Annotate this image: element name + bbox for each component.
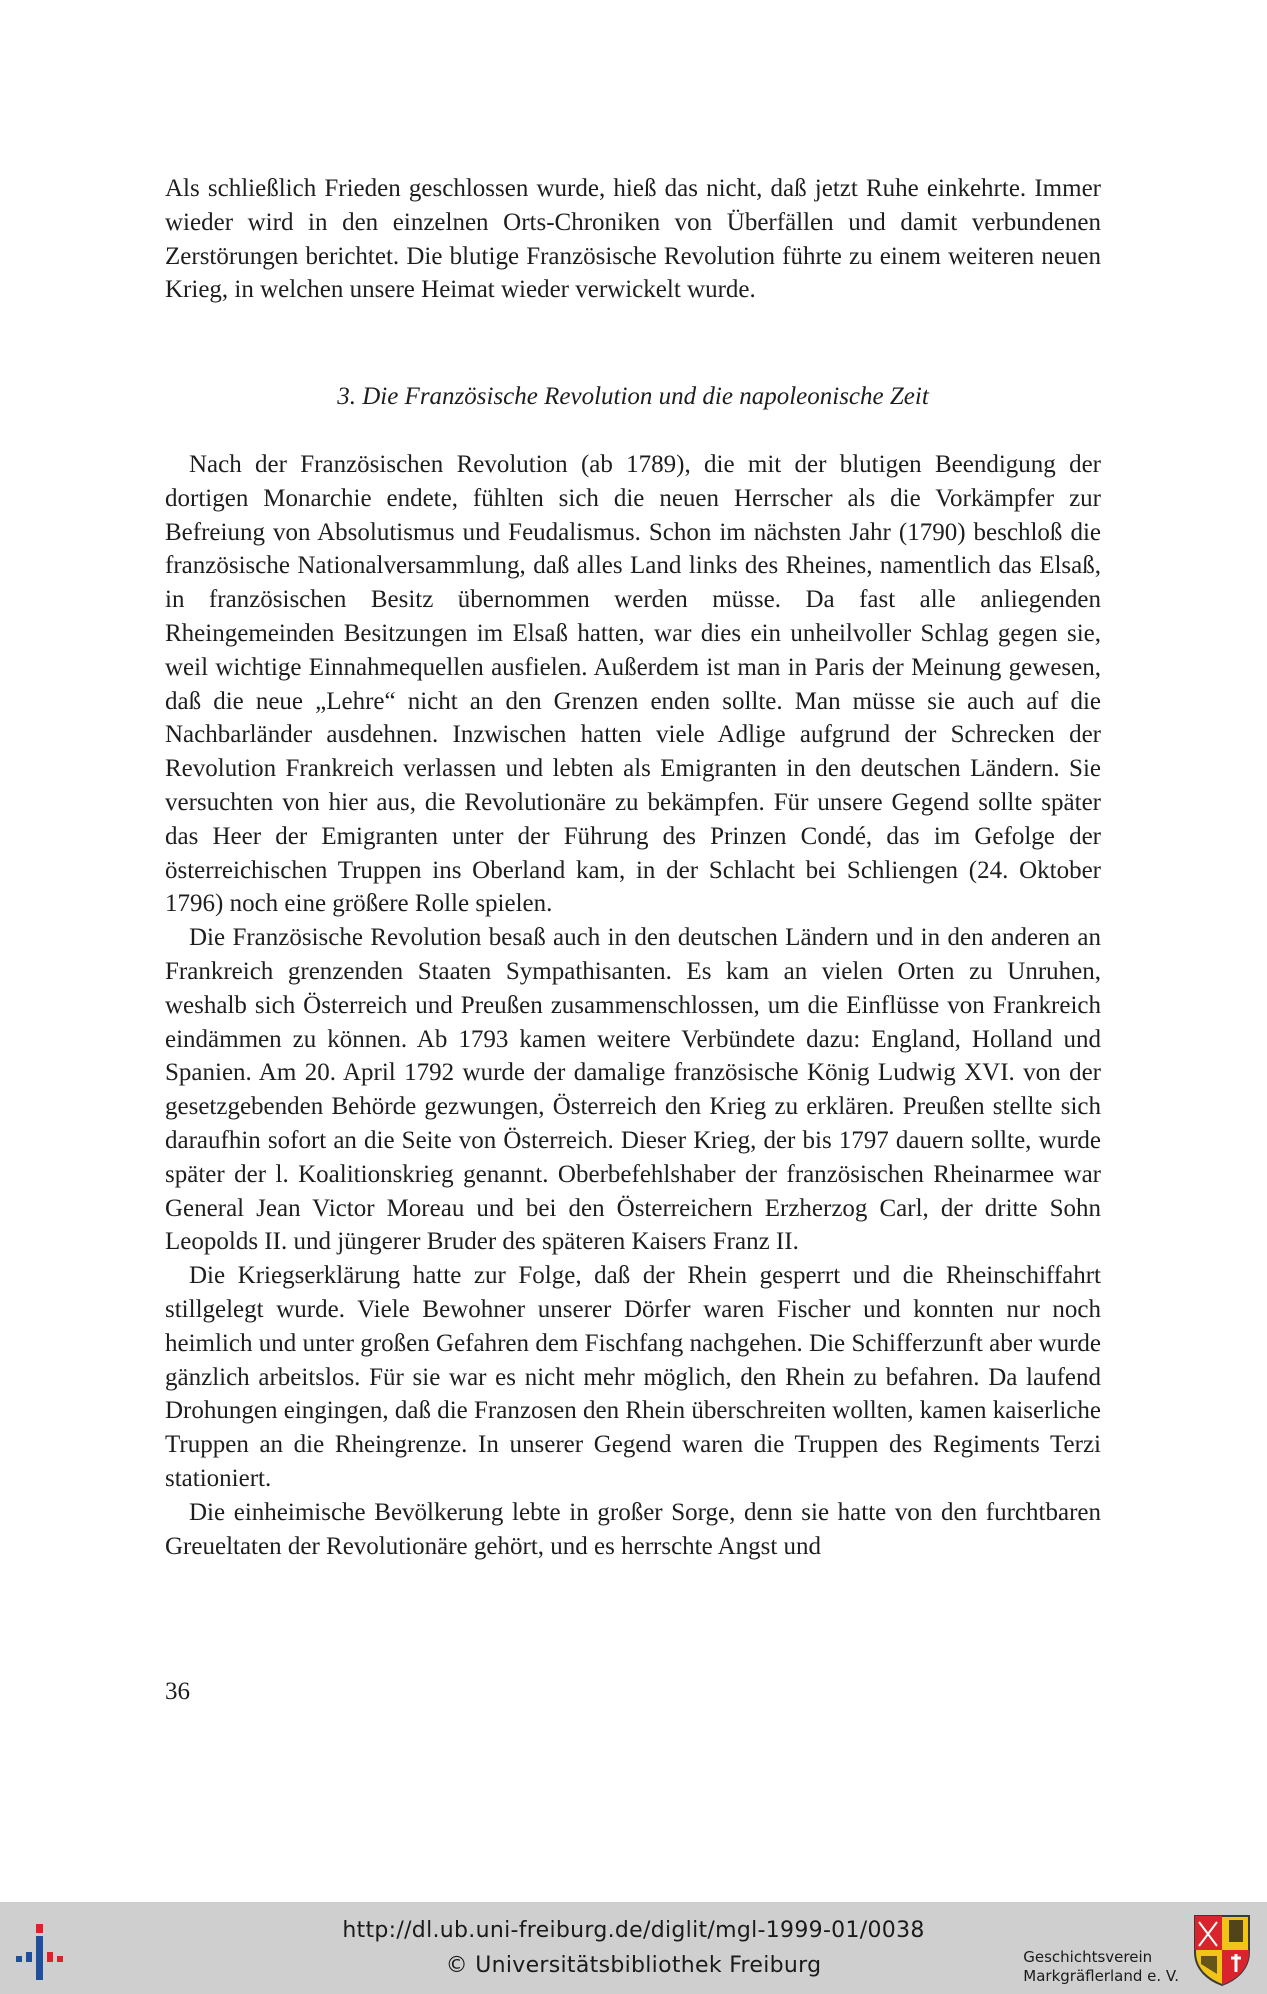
source-url-link[interactable]: http://dl.ub.uni-freiburg.de/diglit/mgl-1999-01/0038 [342, 1918, 925, 1943]
intro-paragraph: Als schließlich Frieden geschlossen wurde, hieß das nicht, daß jetzt Ruhe einkehrte. Immer wieder wird in den einzelnen Orts-Chroniken von Überfällen und damit verbundenen Zerstörungen berichtet. Die blutige Französische Revolution führte zu einem weiteren neuen Krieg, in welchen unsere Heimat wieder verwickelt wurde. [165, 175, 1101, 304]
body-text [165, 448, 1101, 1563]
footer-bar [0, 1902, 1267, 1994]
section-heading: 3. Die Französische Revolution und die napoleonische Zeit [337, 383, 929, 410]
page-number: 36 [165, 1678, 190, 1705]
paragraph: Nach der Französischen Revolution (ab 1789), die mit der blutigen Beendigung der dortigen Monarchie endete, fühlten sich die neuen Herrscher als die Vorkämpfer zur Befreiung von Absolutismus und Feudalismus. Schon im nächsten Jahr (1790) beschloß die französische Nationalversammlung, daß alles Land links des Rheines, namentlich das Elsaß, in französischen Besitz übernommen werden müsse. Da fast alle anliegenden Rheingemeinden Besitzungen im Elsaß hatten, war dies ein unheilvoller Schlag gegen sie, weil wichtige Einnahmequellen ausfielen. Außerdem ist man in Paris der Meinung gewesen, daß die neue „Lehre“ nicht an den Grenzen enden sollte. Man müsse sie auch auf die Nachbarländer ausdehnen. Inzwischen hatten viele Adlige aufgrund der Schrecken der Revolution Frankreich verlassen und lebten als Emigranten in den deutschen Ländern. Sie versuchten von hier aus, die Revolutionäre zu bekämpfen. Für unsere Gegend sollte später das Heer der Emigranten unter der Führung des Prinzen Condé, das im Gefolge der österreichischen Truppen ins Oberland kam, in der Schlacht bei Schliengen (24. Oktober 1796) noch eine größere Rolle spielen. [165, 451, 1101, 918]
society-line-2: Markgräflerland e. V. [1023, 1967, 1179, 1985]
coat-of-arms-icon [1191, 1912, 1253, 1988]
paragraph: Die Französische Revolution besaß auch in den deutschen Ländern und in den anderen an Frankreich grenzenden Staaten Sympathisanten. Es kam an vielen Orten zu Unruhen, weshalb sich Österreich und Preußen zusammenschlossen, um die Einflüsse von Frankreich eindämmen zu können. Ab 1793 kamen weitere Verbündete dazu: England, Holland und Spanien. Am 20. April 1792 wurde der damalige französische König Ludwig XVI. von der gesetzgebenden Behörde gezwungen, Österreich den Krieg zu erklären. Preußen stellte sich daraufhin sofort an die Seite von Österreich. Dieser Krieg, der bis 1797 dauern sollte, wurde später der l. Koalitionskrieg genannt. Oberbefehlshaber der französischen Rheinarmee war General Jean Victor Moreau und bei den Österreichern Erzherzog Carl, der dritte Sohn Leopolds II. und jüngerer Bruder des späteren Kaisers Franz II. [165, 924, 1101, 1256]
intro-text [165, 172, 1101, 307]
paragraph: Die Kriegserklärung hatte zur Folge, daß der Rhein gesperrt und die Rheinschiffahrt stillgelegt wurde. Viele Bewohner unserer Dörfer waren Fischer und konnten nur noch heimlich und unter großen Gefahren dem Fischfang nachgehen. Die Schifferzunft aber wurde gänzlich arbeitslos. Für sie war es nicht mehr möglich, den Rhein zu befahren. Da laufend Drohungen eingingen, daß die Franzosen den Rhein überschreiten wollten, kamen kaiserliche Truppen an die Rheingrenze. In unserer Gegend waren die Truppen des Regiments Terzi stationiert. [165, 1262, 1101, 1492]
paragraph: Die einheimische Bevölkerung lebte in großer Sorge, denn sie hatte von den furchtbaren Greueltaten der Revolutionäre gehört, und es herrschte Angst und [165, 1498, 1101, 1560]
copyright-text: © Universitätsbibliothek Freiburg [445, 1953, 822, 1978]
society-line-1: Geschichtsverein [1023, 1948, 1153, 1966]
society-name [1023, 1948, 1179, 1986]
